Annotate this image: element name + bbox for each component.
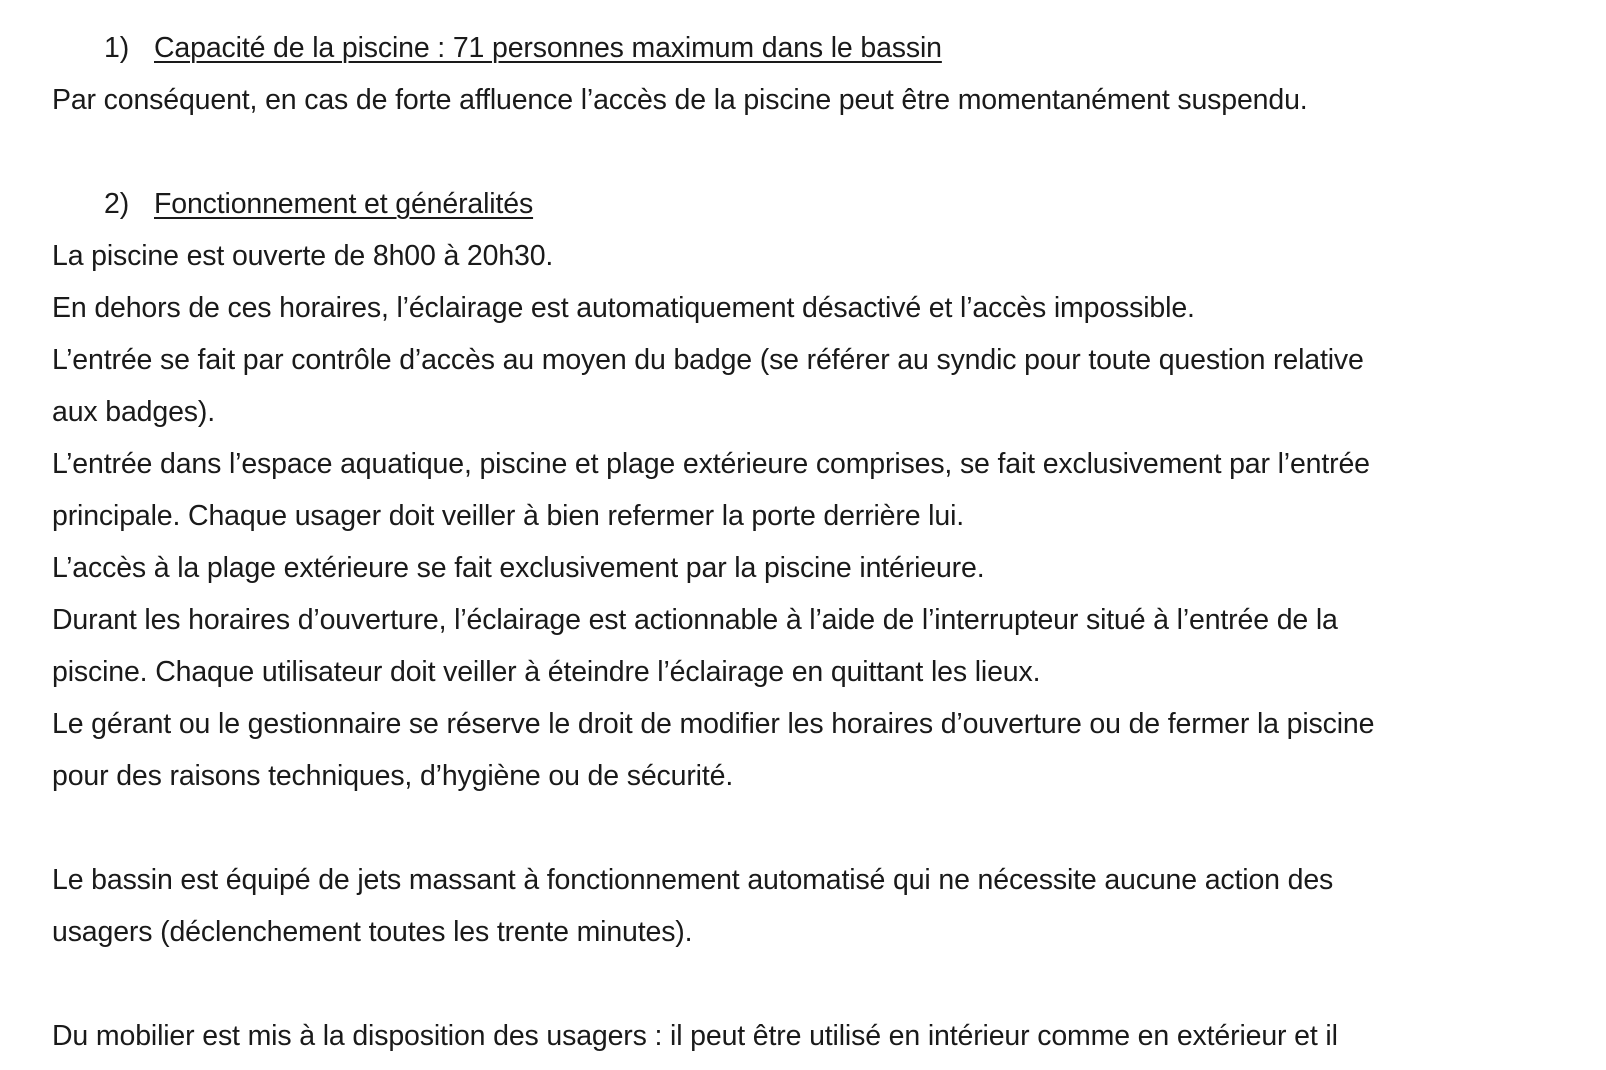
section-heading-functioning	[104, 186, 533, 222]
section-title: Fonctionnement et généralités	[154, 188, 534, 220]
section-number: 1)	[104, 32, 130, 64]
paragraph-line: pour des raisons techniques, d’hygiène ou de sécurité.	[52, 760, 734, 792]
paragraph-line: usagers (déclenchement toutes les trente minutes).	[52, 916, 693, 948]
paragraph-line: aux badges).	[52, 396, 215, 428]
paragraph-line: La piscine est ouverte de 8h00 à 20h30.	[52, 240, 554, 272]
section-number: 2)	[104, 188, 130, 220]
paragraph-line: Le bassin est équipé de jets massant à fonctionnement automatisé qui ne nécessite aucune action des	[52, 864, 1334, 896]
paragraph-line: Du mobilier est mis à la disposition des usagers : il peut être utilisé en intérieur comme en extérieur et il	[52, 1020, 1338, 1052]
paragraph-line: L’accès à la plage extérieure se fait exclusivement par la piscine intérieure.	[52, 552, 985, 584]
paragraph-line: Durant les horaires d’ouverture, l’éclairage est actionnable à l’aide de l’interrupteur situé à l’entrée de la	[52, 604, 1338, 636]
paragraph-line: piscine. Chaque utilisateur doit veiller à éteindre l’éclairage en quittant les lieux.	[52, 656, 1041, 688]
paragraph-line: L’entrée dans l’espace aquatique, piscine et plage extérieure comprises, se fait exclusivement par l’entrée	[52, 448, 1370, 480]
section-title: Capacité de la piscine : 71 personnes maximum dans le bassin	[154, 32, 942, 64]
paragraph-line: principale. Chaque usager doit veiller à bien refermer la porte derrière lui.	[52, 500, 965, 532]
paragraph-line: L’entrée se fait par contrôle d’accès au moyen du badge (se référer au syndic pour toute question relative	[52, 344, 1364, 376]
paragraph-line: Par conséquent, en cas de forte affluence l’accès de la piscine peut être momentanément suspendu.	[52, 84, 1308, 116]
paragraph-line: En dehors de ces horaires, l’éclairage est automatiquement désactivé et l’accès impossible.	[52, 292, 1195, 324]
section-heading-capacity	[104, 30, 942, 66]
paragraph-line: Le gérant ou le gestionnaire se réserve le droit de modifier les horaires d’ouverture ou de fermer la piscine	[52, 708, 1375, 740]
